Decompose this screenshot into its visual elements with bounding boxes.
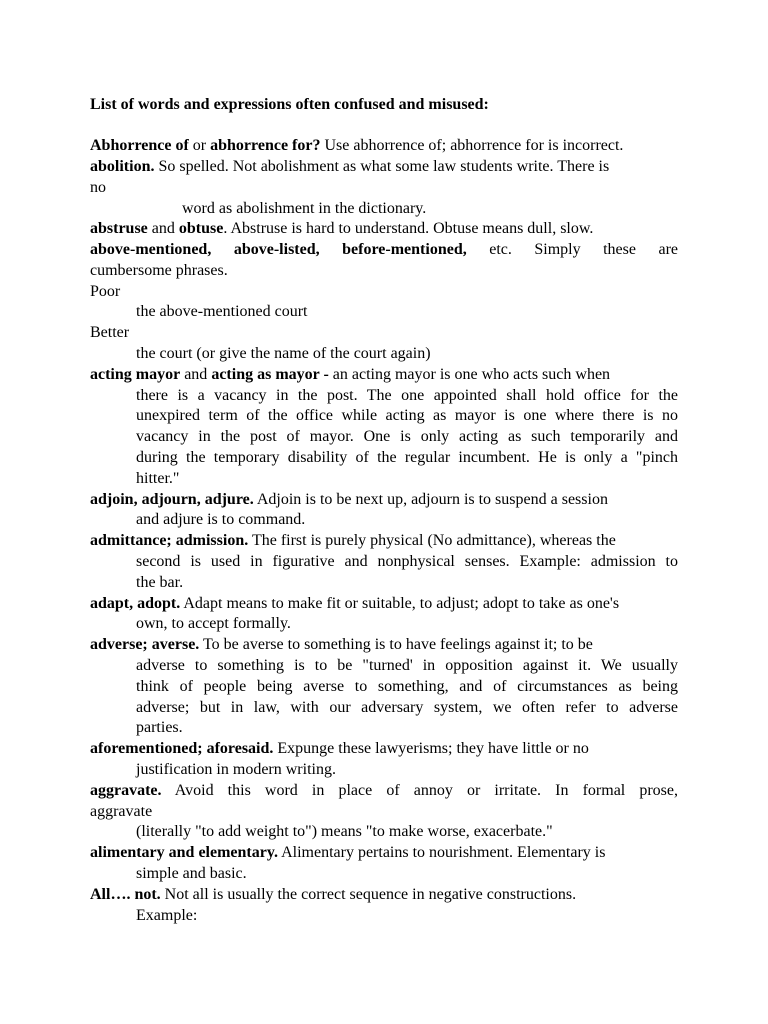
entry-admittance-line: second is used in figurative and nonphysical senses. Example: admission to	[136, 553, 678, 570]
entry-acting-mayor: acting mayor and acting as mayor - an acting mayor is one who acts such when	[90, 366, 611, 383]
entry-aggravate-line: (literally "to add weight to") means "to make worse, exacerbate."	[136, 823, 553, 840]
entry-above-mentioned-line: the above-mentioned court	[136, 303, 308, 320]
entry-adjoin-line: and adjure is to command.	[136, 511, 306, 528]
entry-alimentary: alimentary and elementary. Alimentary pertains to nourishment. Elementary is	[90, 844, 606, 861]
entry-above-mentioned-line: Better	[90, 324, 130, 341]
entry-acting-mayor-line: unexpired term of the office while acting as mayor is one where there is no	[136, 407, 678, 424]
entry-acting-mayor-line: hitter."	[136, 470, 180, 487]
entry-adverse-line: adverse; but in law, with our adversary system, we often refer to adverse	[136, 699, 678, 716]
entry-aggravate-line: aggravate	[90, 803, 153, 820]
entry-admittance-line: the bar.	[136, 574, 184, 591]
entry-abolition: abolition. So spelled. Not abolishment as what some law students write. There is	[90, 158, 610, 175]
entry-adverse-line: think of people being averse to something, and of circumstances as being	[136, 678, 678, 695]
entry-above-mentioned-line: cumbersome phrases.	[90, 262, 228, 279]
entry-adverse-line: parties.	[136, 719, 183, 736]
entry-all-not-line: Example:	[136, 907, 198, 924]
entry-adverse: adverse; averse. To be averse to something is to have feelings against it; to be	[90, 636, 593, 653]
entry-acting-mayor-line: vacancy in the post of mayor. One is only acting as such temporarily and	[136, 428, 678, 445]
entry-acting-mayor-line: there is a vacancy in the post. The one appointed shall hold office for the	[136, 387, 678, 404]
entry-above-mentioned-line: Poor	[90, 283, 121, 300]
entry-adapt: adapt, adopt. Adapt means to make fit or suitable, to adjust; adopt to take as one's	[90, 595, 620, 612]
entry-adapt-line: own, to accept formally.	[136, 615, 291, 632]
entry-above-mentioned: above-mentioned, above-listed, before-mentioned, etc. Simply these are	[90, 241, 679, 258]
entry-alimentary-line: simple and basic.	[136, 865, 247, 882]
entry-aggravate: aggravate. Avoid this word in place of annoy or irritate. In formal prose,	[90, 782, 678, 799]
entry-adverse-line: adverse to something is to be "turned' in opposition against it. We usually	[136, 657, 678, 674]
document-title: List of words and expressions often confused and misused:	[90, 96, 489, 113]
entry-abolition-line: no	[90, 179, 106, 196]
entry-aforementioned-line: justification in modern writing.	[136, 761, 336, 778]
entry-abhorrence: Abhorrence of or abhorrence for? Use abhorrence of; abhorrence for is incorrect.	[90, 137, 624, 154]
entry-admittance: admittance; admission. The first is purely physical (No admittance), whereas the	[90, 532, 616, 549]
entry-abstruse: abstruse and obtuse. Abstruse is hard to understand. Obtuse means dull, slow.	[90, 220, 594, 237]
entry-acting-mayor-line: during the temporary disability of the regular incumbent. He is only a "pinch	[136, 449, 678, 466]
entry-all-not: All…. not. Not all is usually the correct sequence in negative constructions.	[90, 886, 577, 903]
entry-aforementioned: aforementioned; aforesaid. Expunge these lawyerisms; they have little or no	[90, 740, 589, 757]
entry-above-mentioned-line: the court (or give the name of the court again)	[136, 345, 431, 362]
entry-adjoin: adjoin, adjourn, adjure. Adjoin is to be next up, adjourn is to suspend a session	[90, 491, 608, 508]
entry-abolition-line: word as abolishment in the dictionary.	[182, 200, 427, 217]
